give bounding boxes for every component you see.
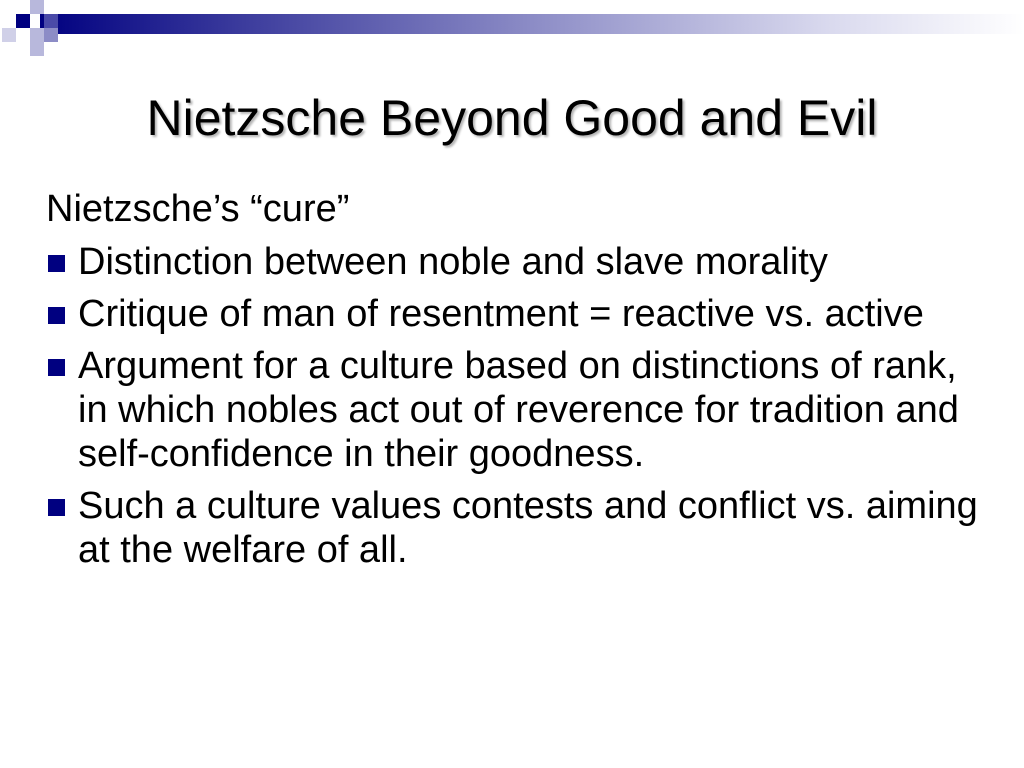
bullet-list: [46, 240, 991, 572]
slide-body: [46, 186, 991, 580]
decorative-square: [44, 14, 58, 28]
decorative-square: [44, 28, 58, 42]
square-bullet-icon: [48, 255, 65, 272]
bullet-item: [46, 292, 991, 336]
bullet-text: Distinction between noble and slave morality: [78, 241, 828, 283]
bullet-item: [46, 484, 991, 572]
intro-text: Nietzsche’s “cure”: [46, 188, 350, 230]
decorative-square: [30, 0, 44, 14]
bullet-item: [46, 344, 991, 476]
square-bullet-icon: [48, 307, 65, 324]
bullet-text: Such a culture values contests and conflict vs. aiming at the welfare of all.: [78, 485, 978, 571]
slide-title: Nietzsche Beyond Good and Evil: [146, 90, 878, 146]
decorative-square: [30, 28, 44, 42]
bullet-text: Critique of man of resentment = reactive vs. active: [78, 293, 924, 335]
decorative-square: [30, 42, 44, 56]
decorative-square: [16, 14, 30, 28]
bullet-item: [46, 240, 991, 284]
bullet-text: Argument for a culture based on distinctions of rank, in which nobles act out of reverence for tradition and self-confidence in their goodness.: [78, 345, 959, 475]
square-bullet-icon: [48, 359, 65, 376]
decorative-gradient-bar: [40, 14, 1024, 34]
square-bullet-icon: [48, 499, 65, 516]
decorative-square: [2, 28, 16, 42]
